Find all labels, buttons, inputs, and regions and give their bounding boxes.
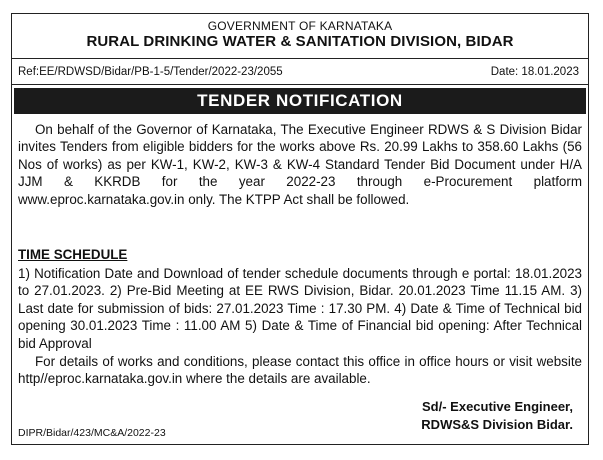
header-divider [11,58,589,59]
intro-paragraph: On behalf of the Governor of Karnataka, The Executive Engineer RDWS & S Division Bidar invites Tenders from eligible bidders for the works above Rs. 20.99 Lakhs to 358.60 Lakhs (56 Nos of works) as per KW-1, KW-2, KW-3 & KW-4 Standard Tender Bid Document under H/A JJM & KKRDB for the year 2022-23 through e-Procurement platform www.eproc.karnataka.gov.in only. The KTPP Act shall be followed. [18,122,582,207]
government-heading: GOVERNMENT OF KARNATAKA [207,19,393,33]
dipr-reference: DIPR/Bidar/423/MC&A/2022-23 [18,427,166,439]
time-schedule-heading: TIME SCHEDULE [18,247,128,262]
signature-line-1: Sd/- Executive Engineer, [422,399,573,414]
details-paragraph: For details of works and conditions, please contact this office in office hours or visit website http//eproc.karnataka.gov.in where the details are available. [18,354,582,387]
time-schedule-paragraph: 1) Notification Date and Download of tender schedule documents through e portal: 18.01.2023 to 27.01.2023. 2) Pre-Bid Meeting at EE RWS Division, Bidar. 20.01.2023 Time 11.15 AM. 3) Last date for submission of bids: 27.01.2023 Time : 17.30 PM. 4) Date & Time of Technical bid opening 30.01.2023 Time : 11.00 AM 5) Date & Time of Financial bid opening: After Technical bid Approval [18,266,582,351]
reference-divider [11,84,589,85]
notice-date: Date: 18.01.2023 [490,66,579,78]
signature-block [421,398,573,434]
division-title: RURAL DRINKING WATER & SANITATION DIVISION, BIDAR [86,33,514,50]
reference-number: Ref:EE/RDWSD/Bidar/PB-1-5/Tender/2022-23/2055 [18,66,283,78]
signature-line-2: RDWS&S Division Bidar. [421,417,573,432]
tender-notification-banner: TENDER NOTIFICATION [14,88,586,114]
